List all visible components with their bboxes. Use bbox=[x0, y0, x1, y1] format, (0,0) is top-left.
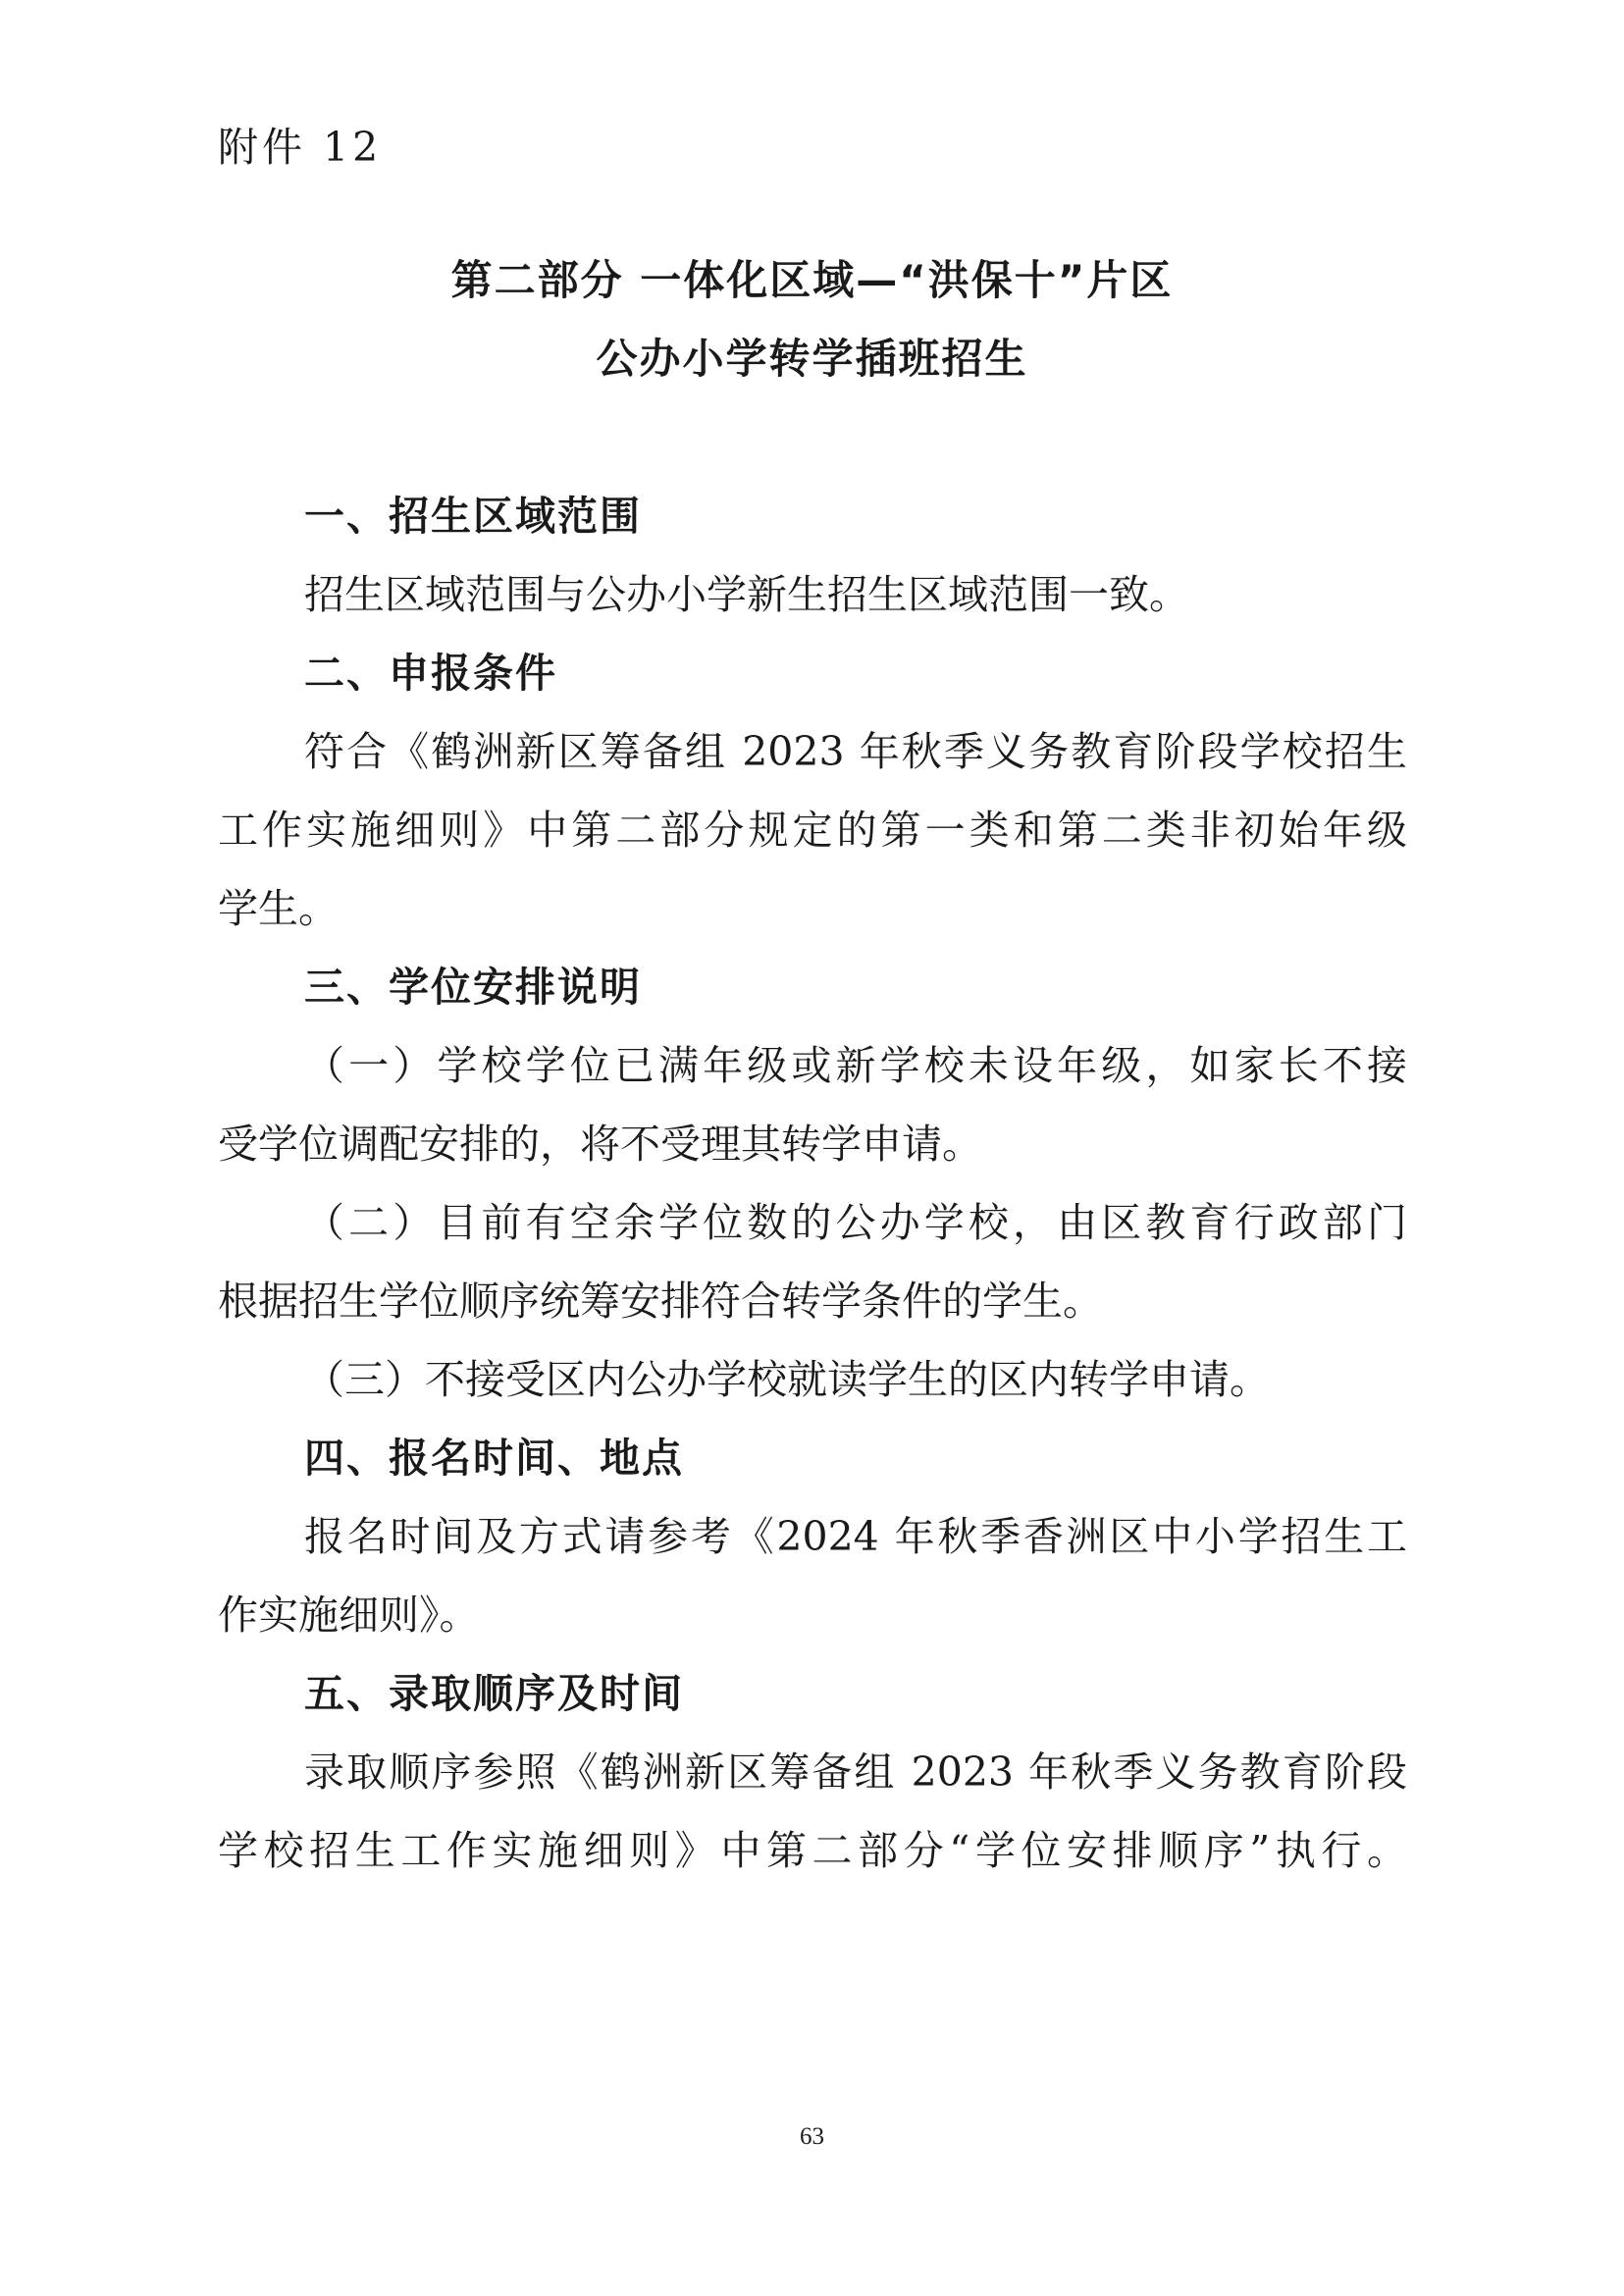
section-heading-3: 三、学位安排说明 bbox=[304, 964, 642, 1011]
document-title-line-1: 第二部分 一体化区域—“洪保十”片区 bbox=[450, 256, 1174, 304]
page-number: 63 bbox=[800, 2123, 824, 2150]
section-4-line-1: 报名时间及方式请参考《2024 年秋季香洲区中小学招生工 bbox=[304, 1513, 1407, 1560]
section-3-item-3: （三）不接受区内公办学校就读学生的区内转学申请。 bbox=[304, 1356, 1270, 1403]
section-heading-1: 一、招生区域范围 bbox=[304, 493, 642, 540]
section-5-line-2: 学校招生工作实施细则》中第二部分“学位安排顺序”执行。 bbox=[218, 1827, 1407, 1874]
section-3-item-1-line-2: 受学位调配安排的，将不受理其转学申请。 bbox=[218, 1121, 982, 1168]
section-3-item-1-line-1: （一）学校学位已满年级或新学校未设年级，如家长不接 bbox=[304, 1042, 1407, 1089]
section-5-line-1: 录取顺序参照《鹤洲新区筹备组 2023 年秋季义务教育阶段 bbox=[304, 1748, 1407, 1796]
section-3-item-2-line-2: 根据招生学位顺序统筹安排符合转学条件的学生。 bbox=[218, 1278, 1103, 1325]
section-1-paragraph: 招生区域范围与公办小学新生招生区域范围一致。 bbox=[304, 571, 1189, 618]
attachment-label: 附件 12 bbox=[218, 124, 383, 171]
section-2-line-3: 学生。 bbox=[218, 885, 339, 932]
section-4-line-2: 作实施细则》。 bbox=[218, 1592, 480, 1639]
document-title-line-2: 公办小学转学插班招生 bbox=[596, 335, 1028, 383]
section-heading-2: 二、申报条件 bbox=[304, 650, 557, 697]
section-2-line-2: 工作实施细则》中第二部分规定的第一类和第二类非初始年级 bbox=[218, 807, 1407, 854]
section-2-line-1: 符合《鹤洲新区筹备组 2023 年秋季义务教育阶段学校招生 bbox=[304, 728, 1407, 775]
section-3-item-2-line-1: （二）目前有空余学位数的公办学校，由区教育行政部门 bbox=[304, 1199, 1407, 1246]
section-heading-4: 四、报名时间、地点 bbox=[304, 1435, 684, 1482]
section-heading-5: 五、录取顺序及时间 bbox=[304, 1670, 684, 1717]
